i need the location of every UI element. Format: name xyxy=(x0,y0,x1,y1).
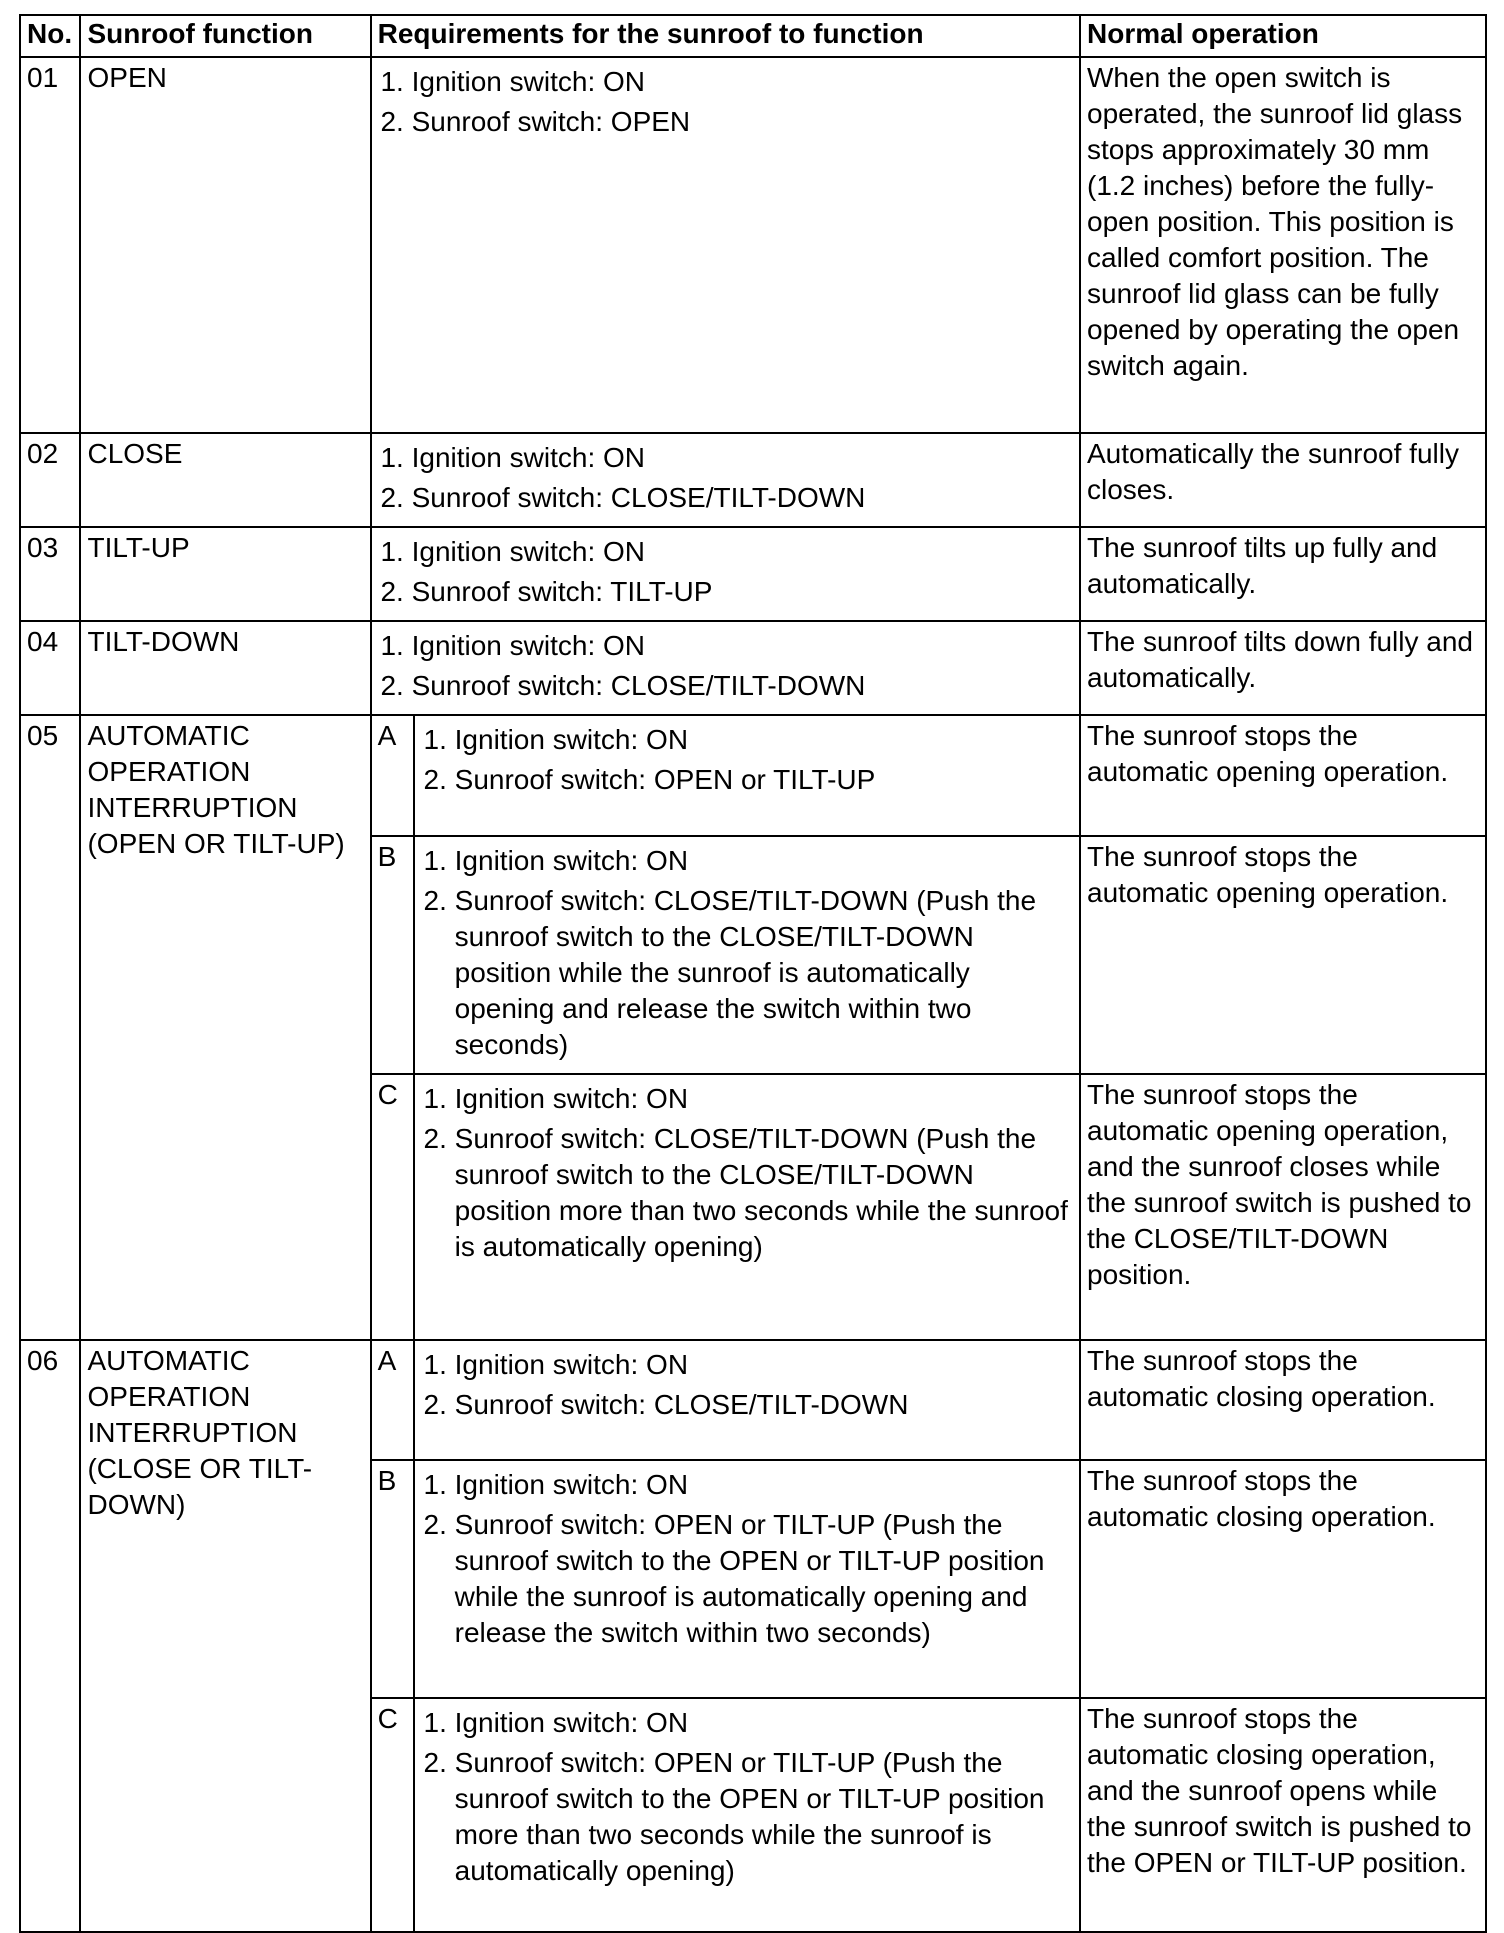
sub-letter: B xyxy=(371,836,414,1074)
requirement-list xyxy=(421,1079,1073,1265)
requirement-list xyxy=(421,841,1073,1063)
requirement-item: 2. Sunroof switch: TILT-UP xyxy=(412,572,1073,612)
row-normal-operation: The sunroof stops the automatic closing operation. xyxy=(1080,1460,1486,1698)
row-no: 04 xyxy=(20,621,80,715)
requirement-item: 2. Sunroof switch: OPEN xyxy=(412,102,1073,142)
row-normal-operation: The sunroof tilts up fully and automatically. xyxy=(1080,527,1486,621)
row-function: CLOSE xyxy=(80,433,370,527)
row-function: AUTOMATIC OPERATION INTERRUPTION (OPEN OR TILT-UP) xyxy=(80,715,370,1340)
table-row xyxy=(20,57,1486,433)
row-requirements xyxy=(371,433,1080,527)
requirement-item: 2. Sunroof switch: CLOSE/TILT-DOWN (Push the sunroof switch to the CLOSE/TILT-DOWN position while the sunroof is automatically opening and release the switch within two seconds) xyxy=(455,883,1073,1063)
row-normal-operation: The sunroof stops the automatic closing operation. xyxy=(1080,1340,1486,1460)
requirement-item: 2. Sunroof switch: OPEN or TILT-UP xyxy=(455,760,1073,800)
row-function: TILT-DOWN xyxy=(80,621,370,715)
requirement-list xyxy=(378,62,1073,142)
row-normal-operation: The sunroof stops the automatic opening operation, and the sunroof closes while the sunroof switch is pushed to the CLOSE/TILT-DOWN position. xyxy=(1080,1074,1486,1340)
sub-letter: A xyxy=(371,715,414,836)
requirement-list xyxy=(421,1465,1073,1651)
header-requirements: Requirements for the sunroof to function xyxy=(371,15,1080,57)
requirement-item: 2. Sunroof switch: CLOSE/TILT-DOWN xyxy=(412,478,1073,518)
requirement-list xyxy=(378,626,1073,706)
row-requirements xyxy=(414,715,1080,836)
row-requirements xyxy=(414,1340,1080,1460)
table-row xyxy=(20,621,1486,715)
requirement-item: 1. Ignition switch: ON xyxy=(455,1345,1073,1385)
requirement-item: 2. Sunroof switch: CLOSE/TILT-DOWN xyxy=(412,666,1073,706)
table-header-row xyxy=(20,15,1486,57)
row-no: 02 xyxy=(20,433,80,527)
sub-letter: C xyxy=(371,1074,414,1340)
requirement-item: 1. Ignition switch: ON xyxy=(455,1703,1073,1743)
requirement-item: 2. Sunroof switch: OPEN or TILT-UP (Push the sunroof switch to the OPEN or TILT-UP position while the sunroof is automatically opening and release the switch within two seconds) xyxy=(455,1507,1073,1651)
row-normal-operation: When the open switch is operated, the sunroof lid glass stops approximately 30 mm (1.2 inches) before the fully-open position. This position is called comfort position. The sunroof lid glass can be fully opened by operating the open switch again. xyxy=(1080,57,1486,433)
table-row xyxy=(20,527,1486,621)
requirement-list xyxy=(378,438,1073,518)
row-function: TILT-UP xyxy=(80,527,370,621)
table-row xyxy=(20,1340,1486,1460)
sub-letter: C xyxy=(371,1698,414,1932)
row-no: 03 xyxy=(20,527,80,621)
row-normal-operation: Automatically the sunroof fully closes. xyxy=(1080,433,1486,527)
header-function: Sunroof function xyxy=(80,15,370,57)
row-requirements xyxy=(414,1074,1080,1340)
row-normal-operation: The sunroof stops the automatic closing operation, and the sunroof opens while the sunroof switch is pushed to the OPEN or TILT-UP position. xyxy=(1080,1698,1486,1932)
sub-letter: A xyxy=(371,1340,414,1460)
requirement-item: 2. Sunroof switch: CLOSE/TILT-DOWN xyxy=(455,1385,1073,1425)
header-no: No. xyxy=(20,15,80,57)
row-requirements xyxy=(414,1460,1080,1698)
row-requirements xyxy=(371,57,1080,433)
row-no: 01 xyxy=(20,57,80,433)
row-function: AUTOMATIC OPERATION INTERRUPTION (CLOSE OR TILT-DOWN) xyxy=(80,1340,370,1932)
requirement-item: 1. Ignition switch: ON xyxy=(412,62,1073,102)
row-normal-operation: The sunroof stops the automatic opening operation. xyxy=(1080,715,1486,836)
requirement-list xyxy=(421,1703,1073,1889)
table-row xyxy=(20,715,1486,836)
requirement-list xyxy=(378,532,1073,612)
requirement-item: 1. Ignition switch: ON xyxy=(412,626,1073,666)
row-requirements xyxy=(414,836,1080,1074)
requirement-item: 1. Ignition switch: ON xyxy=(455,841,1073,881)
row-no: 05 xyxy=(20,715,80,1340)
requirement-item: 1. Ignition switch: ON xyxy=(455,1079,1073,1119)
row-requirements xyxy=(371,527,1080,621)
requirement-item: 1. Ignition switch: ON xyxy=(412,438,1073,478)
sub-letter: B xyxy=(371,1460,414,1698)
sunroof-function-table xyxy=(19,14,1487,1933)
requirement-item: 2. Sunroof switch: OPEN or TILT-UP (Push the sunroof switch to the OPEN or TILT-UP position more than two seconds while the sunroof is automatically opening) xyxy=(455,1745,1073,1889)
requirement-list xyxy=(421,1345,1073,1425)
requirement-item: 2. Sunroof switch: CLOSE/TILT-DOWN (Push the sunroof switch to the CLOSE/TILT-DOWN position more than two seconds while the sunroof is automatically opening) xyxy=(455,1121,1073,1265)
row-function: OPEN xyxy=(80,57,370,433)
row-no: 06 xyxy=(20,1340,80,1932)
header-normal: Normal operation xyxy=(1080,15,1486,57)
requirement-list xyxy=(421,720,1073,800)
row-normal-operation: The sunroof tilts down fully and automatically. xyxy=(1080,621,1486,715)
requirement-item: 1. Ignition switch: ON xyxy=(412,532,1073,572)
requirement-item: 1. Ignition switch: ON xyxy=(455,720,1073,760)
row-requirements xyxy=(371,621,1080,715)
requirement-item: 1. Ignition switch: ON xyxy=(455,1465,1073,1505)
row-normal-operation: The sunroof stops the automatic opening operation. xyxy=(1080,836,1486,1074)
table-row xyxy=(20,433,1486,527)
row-requirements xyxy=(414,1698,1080,1932)
